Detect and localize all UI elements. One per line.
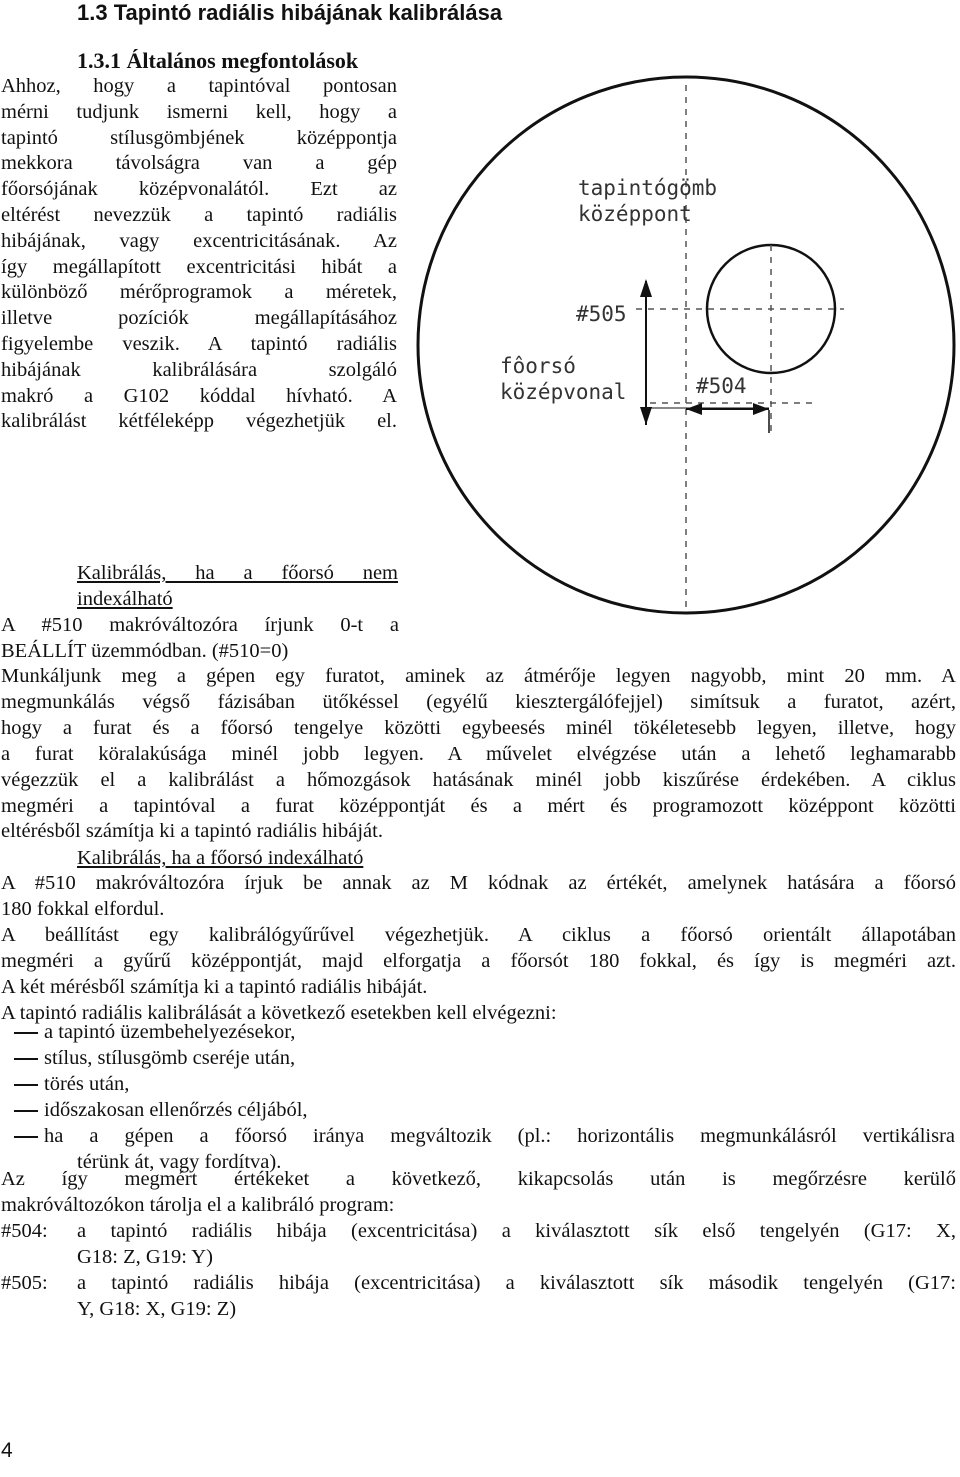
text-line: a furat köralakúsága minél jobb legyen. A művelet elvégzése után a lehető leghamarabb — [1, 742, 956, 765]
dash-bullet-icon — [14, 1058, 38, 1060]
list-item: időszakosan ellenőrzés céljából, — [44, 1099, 308, 1121]
section-heading: 1.3 Tapintó radiális hibájának kalibrálása — [77, 0, 503, 25]
text-line: mérni tudjunk ismerni kell, hogy a — [1, 100, 397, 123]
text-line: 180 fokkal elfordul. — [1, 897, 165, 920]
text-line: A két mérésből számítja ki a tapintó radiális hibáját. — [1, 975, 428, 998]
label-ball-center-1: tapintógömb — [578, 176, 718, 200]
text-line: A beállítást egy kalibrálógyűrűvel végezhetjük. A ciklus a főorsó orientált állapotában — [1, 923, 956, 946]
text-line: illetve pozíciók megállapításához — [1, 307, 397, 330]
list-item: stílus, stílusgömb cseréje után, — [44, 1047, 296, 1069]
label-505: #505 — [576, 302, 627, 326]
text-line: figyelembe veszik. A tapintó radiális — [1, 332, 397, 355]
text-line: így megállapított excentricitási hibát a — [1, 255, 397, 278]
variable-description-continuation: G18: Z, G19: Y) — [77, 1246, 213, 1268]
text-line: végezzük el a kalibrálást a hőmozgások hatásának minél jobb kiszűrése érdekében. A ciklus — [1, 768, 956, 791]
variable-description: a tapintó radiális hibája (excentricitása) a kiválasztott sík első tengelyén (G17: X, — [77, 1220, 956, 1242]
dash-bullet-icon — [14, 1110, 38, 1112]
cases-list — [0, 1019, 960, 1173]
text-line: tapintó stílusgömbjének középpontja — [1, 126, 397, 149]
variable-key: #504: — [1, 1220, 48, 1242]
list-item: ha a gépen a főorsó iránya megváltozik (pl.: horizontális megmunkálásról vertikálisra — [44, 1125, 955, 1147]
section-title-line: Kalibrálás, ha a főorsó nem — [77, 562, 398, 584]
section-title-line: indexálható — [77, 588, 173, 610]
text-line: különböző mérőprogramok a méretek, — [1, 281, 397, 304]
eccentricity-figure — [414, 73, 958, 617]
text-line: Ahhoz, hogy a tapintóval pontosan — [1, 75, 397, 97]
text-line: hibájának, vagy excentricitásának. Az — [1, 229, 397, 252]
text-line: eltérést nevezzük a tapintó radiális — [1, 203, 397, 226]
text-line: A #510 makróváltozóra írjunk 0-t a — [1, 614, 399, 636]
section-title-indexable — [77, 845, 363, 871]
label-spindle-1: fôorsó — [500, 354, 576, 378]
section-title-not-indexable — [77, 560, 398, 612]
arrow-right-icon — [753, 403, 769, 415]
variable-description-continuation: Y, G18: X, G19: Z) — [77, 1298, 237, 1320]
subsection-heading: 1.3.1 Általános megfontolások — [77, 48, 359, 73]
text-line: makróváltozókon tárolja el a kalibráló program: — [1, 1193, 395, 1216]
arrow-down-icon — [640, 407, 652, 425]
text-line: eltérésből számítja ki a tapintó radiális hibáját. — [1, 820, 383, 843]
section2-paragraph — [1, 871, 956, 1026]
variable-description: a tapintó radiális hibája (excentricitása) a kiválasztott sík második tengelyén (G17: — [77, 1272, 956, 1294]
closing-paragraph — [1, 1167, 956, 1219]
text-line: Munkáljunk meg a gépen egy furatot, aminek az átmérője legyen nagyobb, mint 20 mm. A — [1, 665, 956, 687]
text-line: megméri a tapintóval a furat középpontját és a mért és programozott középpont közötti — [1, 794, 956, 817]
text-line: A tapintó radiális kalibrálását a következő esetekben kell elvégezni: — [1, 1001, 557, 1024]
arrow-left-icon — [686, 403, 702, 415]
text-line: hibájának kalibrálására szolgáló — [1, 358, 397, 381]
variable-key: #505: — [1, 1272, 48, 1294]
label-504: #504 — [696, 374, 747, 398]
dash-bullet-icon — [14, 1084, 38, 1086]
page-number: 4 — [1, 1439, 13, 1462]
section-title-line: Kalibrálás, ha a főorsó indexálható — [77, 847, 364, 869]
intro-paragraph — [1, 74, 397, 435]
dash-bullet-icon — [14, 1136, 38, 1138]
text-line: mekkora távolságra van a gép — [1, 152, 397, 175]
text-line: megmunkálás végső fázisában ütőkéssel (egyélű kiesztergálófejjel) simítsuk a furatot, azért, — [1, 690, 956, 713]
text-line: megméri a gyűrű középpontját, majd elforgatja a főorsót 180 fokkal, és így is megméri azt. — [1, 949, 956, 972]
label-ball-center-2: középpont — [578, 202, 692, 226]
arrow-up-icon — [640, 279, 652, 297]
text-line: BEÁLLÍT üzemmódban. (#510=0) — [1, 640, 289, 662]
section1-paragraph — [1, 664, 956, 845]
list-item-continuation: térünk át, vagy fordítva). — [77, 1151, 282, 1173]
text-line: kalibrálást kétféleképp végezhetjük el. — [1, 410, 397, 433]
text-line: hogy a furat és a főorsó tengelye közötti egybeesés minél tökéletesebb legyen, illetve, hogy — [1, 716, 956, 739]
dash-bullet-icon — [14, 1032, 38, 1034]
list-item: törés után, — [44, 1073, 130, 1095]
label-spindle-2: középvonal — [500, 380, 627, 404]
list-item: a tapintó üzembehelyezésekor, — [44, 1021, 296, 1043]
text-line: A #510 makróváltozóra írjuk be annak az M kódnak az értékét, amelynek hatására a főorsó — [1, 872, 956, 894]
text-line: főorsójának középvonalától. Ezt az — [1, 178, 397, 201]
text-line: makró a G102 kóddal hívható. A — [1, 384, 397, 407]
section1-instructions — [1, 612, 399, 664]
text-line: Az így megmért értékeket a következő, kikapcsolás után is megőrzésre kerülő — [1, 1168, 956, 1190]
